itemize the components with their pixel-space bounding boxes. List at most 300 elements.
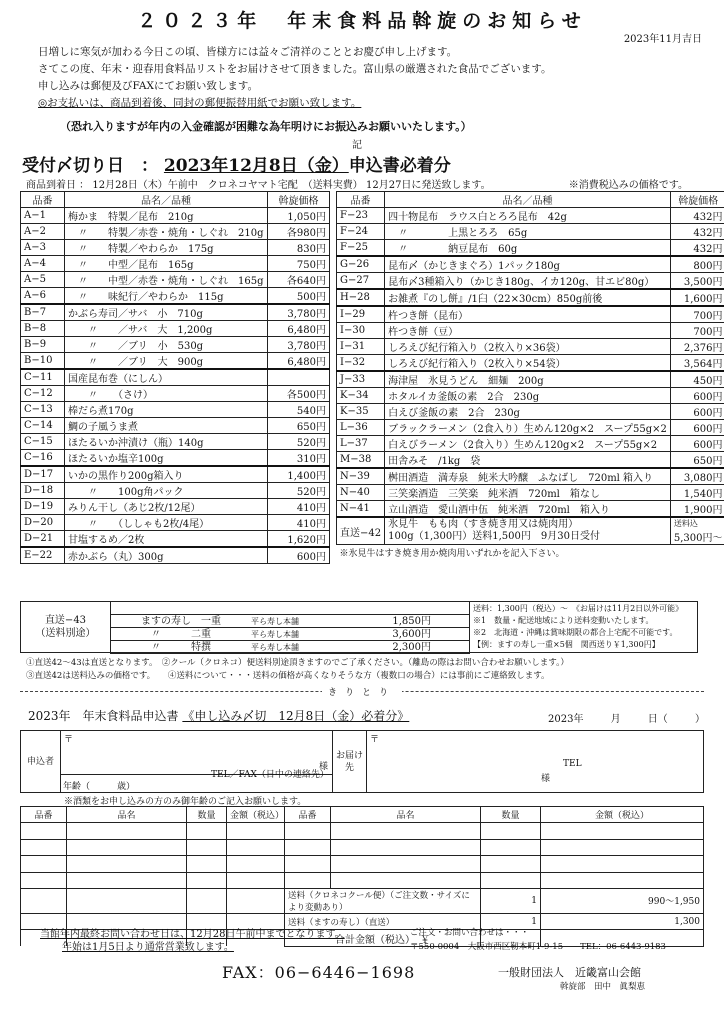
product-row (337, 289, 724, 306)
product-row (21, 386, 330, 402)
arrival-info: 商品到着日 ： 12月28日（木）午前中 クロネコヤマト宅配 （送料実費） 12月27日に発送致します。 (26, 180, 491, 191)
age-field: 年齢（ 歳） (63, 782, 136, 792)
order-row (21, 856, 704, 872)
product-code: D−21 (21, 531, 65, 548)
destination-label: お届け先 (333, 731, 367, 793)
order-cell[interactable] (67, 839, 187, 855)
ship43-row (111, 602, 469, 615)
product-price: 1,050円 (268, 208, 330, 224)
product-code: D−19 (21, 499, 65, 515)
order-cell[interactable] (227, 872, 285, 888)
deadline-label: 受付〆切り日 ： (22, 156, 158, 176)
product-price: 3,780円 (268, 304, 330, 321)
product-row (21, 240, 330, 256)
order-cell[interactable] (285, 872, 331, 888)
order-summary-amount[interactable]: 990〜1,950 (541, 888, 704, 913)
product-row (337, 468, 724, 485)
order-summary-row (21, 888, 704, 913)
order-row (21, 823, 704, 839)
product-name: ブラックラーメン（2食入り）生めん120g×2 スープ55g×2 (385, 420, 671, 436)
contact-info (410, 926, 666, 954)
product-name: 〃 100g角パック (65, 483, 268, 499)
product-table-right (336, 191, 723, 560)
ship43-note-line: ※2 北海道・沖縄は賞味期限の都合上宅配不可能です。 (473, 628, 678, 637)
product-code: N−40 (337, 485, 385, 501)
order-col-code: 品番 (21, 807, 67, 823)
order-cell[interactable] (67, 856, 187, 872)
cut-text: きりとり (322, 688, 402, 698)
product-price: 3,780円 (268, 337, 330, 353)
product-name: 三笑楽酒造 三笑楽 純米酒 720ml 箱なし (385, 485, 671, 501)
order-cell[interactable] (227, 856, 285, 872)
order-summary-label: 送料（クロネコクール便）（ご注文数・サイズにより変動あり） (285, 888, 481, 913)
ship43-code: 直送−43 (44, 615, 87, 626)
product-price: 650円 (268, 418, 330, 434)
product-price: 410円 (268, 499, 330, 515)
product-row (21, 272, 330, 288)
sama-label: 様 (318, 762, 328, 772)
product-name: 四十物昆布 ラウス白とろろ昆布 42g (385, 208, 671, 224)
product-row (21, 434, 330, 450)
product-code: D−18 (21, 483, 65, 499)
product-name: 甘塩するめ／2枚 (65, 531, 268, 548)
product-name: 〃 中型／赤巻・焼角・しぐれ 165g (65, 272, 268, 288)
col-code: 品番 (21, 192, 65, 208)
transfer-notice: （恐れ入りますが年内の入金確認が困難な為年明けにお振込みお願いいたします。） (60, 120, 472, 133)
product-name: 〃 中型／昆布 165g (65, 256, 268, 272)
order-col-qty-2: 数量 (481, 807, 541, 823)
product-price (670, 517, 724, 545)
form-deadline: 《申し込み〆切 12月8日（金）必着分》 (182, 709, 410, 723)
product-name: 〃 特製／赤巻・焼角・しぐれ 210g (65, 224, 268, 240)
liquor-note: ※酒類をお申し込みの方のみ御年齢のご記入お願いします。 (64, 797, 307, 807)
closing-note-line: 年始は1月5日より通常営業致します。 (62, 942, 234, 953)
order-col-code-2: 品番 (285, 807, 331, 823)
product-price: 1,540円 (670, 485, 724, 501)
order-cell[interactable] (227, 823, 285, 839)
order-cell[interactable] (187, 888, 227, 913)
product-code: D−17 (21, 466, 65, 483)
product-name-line: 100g（1,300円）送料1,500円 9月30日受付 (388, 531, 600, 542)
closing-note (40, 928, 345, 954)
product-code: B−9 (21, 337, 65, 353)
product-price: 750円 (268, 256, 330, 272)
product-name: みりん干し（あじ2枚/12尾） (65, 499, 268, 515)
product-name: 〃 上黒とろろ 65g (385, 224, 671, 240)
product-row (21, 304, 330, 321)
product-row (337, 256, 724, 273)
order-cell[interactable] (227, 839, 285, 855)
dest-postal-mark: 〒 (370, 735, 380, 745)
form-title-text: 2023年 年末食料品申込書 (28, 709, 179, 723)
order-cell[interactable] (21, 888, 67, 913)
ship43-name: 〃 特撰 (141, 642, 211, 653)
product-row (21, 369, 330, 386)
order-cell[interactable] (67, 823, 187, 839)
product-code: K−35 (337, 404, 385, 420)
order-cell[interactable] (331, 823, 481, 839)
dest-tel-label: TEL (563, 759, 582, 769)
order-cell[interactable] (21, 823, 67, 839)
product-price: 2,376円 (670, 339, 724, 355)
product-row (337, 355, 724, 372)
product-code: D−20 (21, 515, 65, 531)
product-price: 540円 (268, 402, 330, 418)
order-cell[interactable] (285, 856, 331, 872)
product-code: J−33 (337, 371, 385, 388)
product-price: 600円 (670, 420, 724, 436)
product-name: お雑煮『のし餅』/1臼（22×30cm）850g前後 (385, 289, 671, 306)
tel-number: TEL：06-6443-9183 (580, 942, 666, 952)
postal-mark: 〒 (64, 735, 74, 745)
order-cell[interactable] (227, 888, 285, 913)
product-code: I−29 (337, 306, 385, 323)
ship43-name: ますの寿し 一重 (141, 616, 221, 627)
product-name: 〃 ／ブリ 大 900g (65, 353, 268, 370)
product-name: 杵つき餅（豆） (385, 323, 671, 339)
product-code: B−8 (21, 321, 65, 337)
product-row (337, 545, 724, 560)
product-price (268, 369, 330, 386)
product-code: M−38 (337, 452, 385, 469)
product-code: G−26 (337, 256, 385, 273)
product-price: 各640円 (268, 272, 330, 288)
product-price: 6,480円 (268, 321, 330, 337)
form-date[interactable]: 2023年 月 日（ ） (548, 714, 705, 725)
fax-number: FAX：06−6446−1698 (222, 963, 416, 982)
product-name: 赤かぶら（丸）300g (65, 547, 268, 564)
col-code: 品番 (337, 192, 385, 208)
product-code: B−10 (21, 353, 65, 370)
product-price: 3,564円 (670, 355, 724, 372)
product-code: N−41 (337, 501, 385, 518)
form-title (28, 707, 409, 724)
col-name: 品名／品種 (65, 192, 268, 208)
product-row (21, 224, 330, 240)
ship43-price: 3,600円 (392, 629, 431, 640)
product-row (337, 388, 724, 404)
order-summary-qty: 1 (481, 913, 541, 929)
product-code: A−3 (21, 240, 65, 256)
product-price: 600円 (670, 404, 724, 420)
ship43-label (21, 602, 111, 654)
product-name: 鯛の子風うま煮 (65, 418, 268, 434)
product-row (337, 404, 724, 420)
ship43-maker: 平ら寿し本舗 (251, 643, 299, 652)
product-price: 700円 (670, 323, 724, 339)
applicant-contact[interactable] (61, 770, 333, 793)
payment-note: ◎お支払いは、商品到着後、同封の郵便振替用紙でお願い致します。 (38, 97, 362, 109)
product-price: 520円 (268, 483, 330, 499)
product-row (21, 450, 330, 467)
order-cell[interactable] (541, 839, 704, 855)
product-name-line: 氷見牛 もも肉（すき焼き用又は焼肉用） (388, 519, 579, 530)
ship43-note-line: ※1 数量・配送地域により送料変動いたします。 (473, 616, 654, 625)
intro-line: さてこの度、年末・迎春用食料品リストをお届けさせて頂きました。富山県の厳選された食品でございます。 (38, 63, 552, 75)
product-name: 国産昆布巻（にしん） (65, 369, 268, 386)
order-col-amount-2: 金額（税込） (541, 807, 704, 823)
order-summary-label: 送料（ますの寿し）（直送） (285, 913, 481, 929)
product-row (337, 452, 724, 469)
product-row (21, 483, 330, 499)
applicant-label: 申込者 (21, 731, 61, 793)
product-price: 600円 (670, 388, 724, 404)
product-name: 梅かま 特製／昆布 210g (65, 208, 268, 224)
product-name: 田舎みそ /1kg 袋 (385, 452, 671, 469)
product-row (337, 273, 724, 290)
ship43-price: 1,850円 (392, 616, 431, 627)
order-cell[interactable] (331, 839, 481, 855)
product-name: 昆布〆（かじきまぐろ）1パック180g (385, 256, 671, 273)
order-col-name: 品名 (67, 807, 187, 823)
product-row (21, 321, 330, 337)
product-name: 立山酒造 愛山酒中伍 純米酒 720ml 箱入り (385, 501, 671, 518)
order-cell[interactable] (331, 872, 481, 888)
product-row (21, 337, 330, 353)
product-name: 〃 納豆昆布 60g (385, 240, 671, 257)
product-code: I−32 (337, 355, 385, 372)
footnote-line: ③直送42は送料込みの価格です。 ④送料について・・・送料の価格が高くなりそうな方（複数口の場合）には事前にご連絡致します。 (26, 671, 550, 681)
order-cell[interactable] (187, 839, 227, 855)
order-cell[interactable] (285, 823, 331, 839)
ship43-maker: 平ら寿し本舗 (251, 617, 299, 626)
product-price: 500円 (268, 288, 330, 305)
product-price: 3,500円 (670, 273, 724, 290)
order-row (21, 872, 704, 888)
product-row (21, 353, 330, 370)
product-row (21, 256, 330, 272)
product-name: ホタルイカ釜飯の素 2合 230g (385, 388, 671, 404)
deadline-suffix: 申込書必着分 (348, 156, 451, 176)
product-name (385, 517, 671, 545)
order-cell[interactable] (67, 888, 187, 913)
product-name: 〃 ／ブリ 小 530g (65, 337, 268, 353)
product-code: N−39 (337, 468, 385, 485)
product-row (21, 288, 330, 305)
product-code: A−6 (21, 288, 65, 305)
intro-text (38, 44, 688, 112)
ship43-maker: 平ら寿し本舗 (251, 630, 299, 639)
product-price: 3,080円 (670, 468, 724, 485)
product-name: いかの黒作り200g箱入り (65, 466, 268, 483)
product-code: G−27 (337, 273, 385, 290)
product-code: K−34 (337, 388, 385, 404)
ship43-rows (111, 602, 469, 654)
deadline-date: 2023年12月8日（金） (163, 156, 349, 176)
order-cell[interactable] (541, 856, 704, 872)
product-row (337, 436, 724, 452)
direct-ship-43 (20, 601, 698, 653)
order-col-name-2: 品名 (331, 807, 481, 823)
product-name: 〃 （ししゃも2枚/4尾） (65, 515, 268, 531)
product-code: A−2 (21, 224, 65, 240)
product-name: かぶら寿司／サバ 小 710g (65, 304, 268, 321)
product-name: 昆布〆3種箱入り（かじき180g、イカ120g、甘エビ80g） (385, 273, 671, 290)
page-title: ２０２３年 年末食料品斡旋のお知らせ (137, 10, 587, 32)
product-name: 白えびラーメン（2食入り）生めん120g×2 スープ55g×2 (385, 436, 671, 452)
product-name: ほたるいか沖漬け（瓶）140g (65, 434, 268, 450)
product-row (337, 501, 724, 518)
product-row (21, 499, 330, 515)
address-form (20, 730, 704, 793)
product-code: C−15 (21, 434, 65, 450)
ship43-note-line: 【例：ますの寿し一重×5個 関西送り￥1,300円】 (473, 640, 660, 649)
product-name: 〃 ／サバ 大 1,200g (65, 321, 268, 337)
order-cell[interactable] (67, 872, 187, 888)
product-row (21, 466, 330, 483)
order-cell[interactable] (481, 839, 541, 855)
col-price: 斡旋価格 (670, 192, 724, 208)
product-name: ほたるいか塩辛100g (65, 450, 268, 467)
product-row (337, 485, 724, 501)
footnotes (26, 657, 569, 683)
product-price: 6,480円 (268, 353, 330, 370)
ship43-name: 〃 二重 (141, 629, 211, 640)
product-code: F−25 (337, 240, 385, 257)
product-price: 830円 (268, 240, 330, 256)
product-price: 1,900円 (670, 501, 724, 518)
product-name: 〃 （さけ） (65, 386, 268, 402)
col-name: 品名／品種 (385, 192, 671, 208)
deadline-heading (22, 151, 451, 176)
product-row (21, 402, 330, 418)
product-row (21, 531, 330, 548)
product-code: C−11 (21, 369, 65, 386)
ship43-note-line: 送料：1,300円（税込）〜 《お届けは11月2日以外可能》 (473, 604, 684, 613)
product-price: 432円 (670, 208, 724, 224)
product-code: 直送−42 (337, 517, 385, 545)
product-row (337, 306, 724, 323)
product-row (337, 240, 724, 257)
product-code: L−37 (337, 436, 385, 452)
product-row (337, 323, 724, 339)
order-cell[interactable] (187, 823, 227, 839)
col-price: 斡旋価格 (268, 192, 330, 208)
product-code: C−13 (21, 402, 65, 418)
product-code: L−36 (337, 420, 385, 436)
order-cell[interactable] (331, 856, 481, 872)
product-name: しろえび紀行箱入り（2枚入り×54袋） (385, 355, 671, 372)
product-code: A−1 (21, 208, 65, 224)
order-cell[interactable] (187, 856, 227, 872)
product-code: E−22 (21, 547, 65, 564)
tel-label: TEL／FAX（日中の連絡先） (211, 770, 329, 780)
ship43-sub: （送料別途） (35, 628, 96, 639)
order-col-qty: 数量 (187, 807, 227, 823)
product-code: H−28 (337, 289, 385, 306)
ship43-row (111, 628, 469, 641)
product-price: 600円 (268, 547, 330, 564)
issue-date: 2023年11月吉日 (623, 34, 702, 45)
product-price: 700円 (670, 306, 724, 323)
product-code: F−23 (337, 208, 385, 224)
product-code: I−31 (337, 339, 385, 355)
product-price: 520円 (268, 434, 330, 450)
product-row (21, 418, 330, 434)
order-summary-label: 合計金額（税込） ￥ (285, 930, 481, 946)
ship43-note (469, 602, 699, 654)
order-col-amount: 金額（税込） (227, 807, 285, 823)
ship43-row (111, 615, 469, 628)
product-price: 各980円 (268, 224, 330, 240)
product-row (337, 371, 724, 388)
product-name: 海津屋 氷見うどん 細麺 200g (385, 371, 671, 388)
product-price: 各500円 (268, 386, 330, 402)
product-row (21, 515, 330, 531)
order-summary-amount[interactable]: 1,300 (541, 913, 704, 929)
intro-line: 日増しに寒気が加わる今日この頃、皆様方には益々ご清祥のこととお慶び申し上げます。 (38, 46, 458, 58)
product-price: 410円 (268, 515, 330, 531)
order-cell[interactable] (481, 823, 541, 839)
product-price-value: 5,300円〜 (673, 533, 723, 544)
footnote-line: ①直送42〜43は直送となります。 ②クール（クロネコ）便送料別途頂きますのでご了承ください。（離島の際はお問い合わせお願いします。） (26, 658, 569, 668)
dest-sama-label: 様 (541, 774, 551, 784)
address: 〒550-0004 大阪市西区靭本町1-9-15 (410, 942, 564, 952)
organization: 一般財団法人 近畿富山会館 (498, 966, 641, 979)
product-row (337, 420, 724, 436)
product-row (21, 547, 330, 564)
order-cell[interactable] (285, 839, 331, 855)
product-code: A−5 (21, 272, 65, 288)
product-name: 桝田酒造 満寿泉 純米大吟醸 ふなばし 720ml 箱入り (385, 468, 671, 485)
product-code: F−24 (337, 224, 385, 240)
order-cell[interactable] (481, 872, 541, 888)
product-price: 1,620円 (268, 531, 330, 548)
product-row (21, 208, 330, 224)
product-price: 650円 (670, 452, 724, 469)
product-code: B−7 (21, 304, 65, 321)
product-name: 棒だら煮170g (65, 402, 268, 418)
order-cell[interactable] (481, 856, 541, 872)
product-note: ※氷見牛はすき焼き用か焼肉用いずれかを記入下さい。 (339, 548, 565, 559)
order-cell[interactable] (21, 856, 67, 872)
ki-mark: 記 (352, 140, 362, 151)
product-row (337, 208, 724, 224)
product-code: A−4 (21, 256, 65, 272)
product-row (337, 517, 724, 545)
intro-line: 申し込みは郵便及びFAXにてお願い致します。 (38, 80, 259, 92)
destination-address[interactable] (367, 731, 704, 793)
ship43-row (111, 641, 469, 654)
product-name: 杵つき餅（昆布） (385, 306, 671, 323)
product-price: 800円 (670, 256, 724, 273)
order-cell[interactable] (187, 872, 227, 888)
tax-note: ※消費税込みの価格です。 (568, 180, 688, 191)
product-row (337, 224, 724, 240)
order-row (21, 839, 704, 855)
product-price: 1,400円 (268, 466, 330, 483)
ship43-price: 2,300円 (392, 642, 431, 653)
order-cell[interactable] (21, 872, 67, 888)
product-table-left (20, 191, 330, 564)
product-name: 〃 特製／やわらか 175g (65, 240, 268, 256)
contact-label: ご注文・お問い合わせは・・・ (410, 928, 530, 938)
order-cell[interactable] (21, 839, 67, 855)
product-price: 432円 (670, 224, 724, 240)
order-cell[interactable] (541, 872, 704, 888)
product-code: I−30 (337, 323, 385, 339)
order-summary-qty: 1 (481, 888, 541, 913)
product-code: C−12 (21, 386, 65, 402)
product-code: C−14 (21, 418, 65, 434)
product-row (337, 339, 724, 355)
product-price: 450円 (670, 371, 724, 388)
product-name: 〃 味紀行／やわらか 115g (65, 288, 268, 305)
closing-note-line: 当館年内最終お問い合わせ日は、12月28日午前中までとなります。 (40, 929, 345, 940)
shipping-included-badge: 送料込 (673, 519, 698, 528)
order-cell[interactable] (541, 823, 704, 839)
product-name: 白えび釜飯の素 2合 230g (385, 404, 671, 420)
